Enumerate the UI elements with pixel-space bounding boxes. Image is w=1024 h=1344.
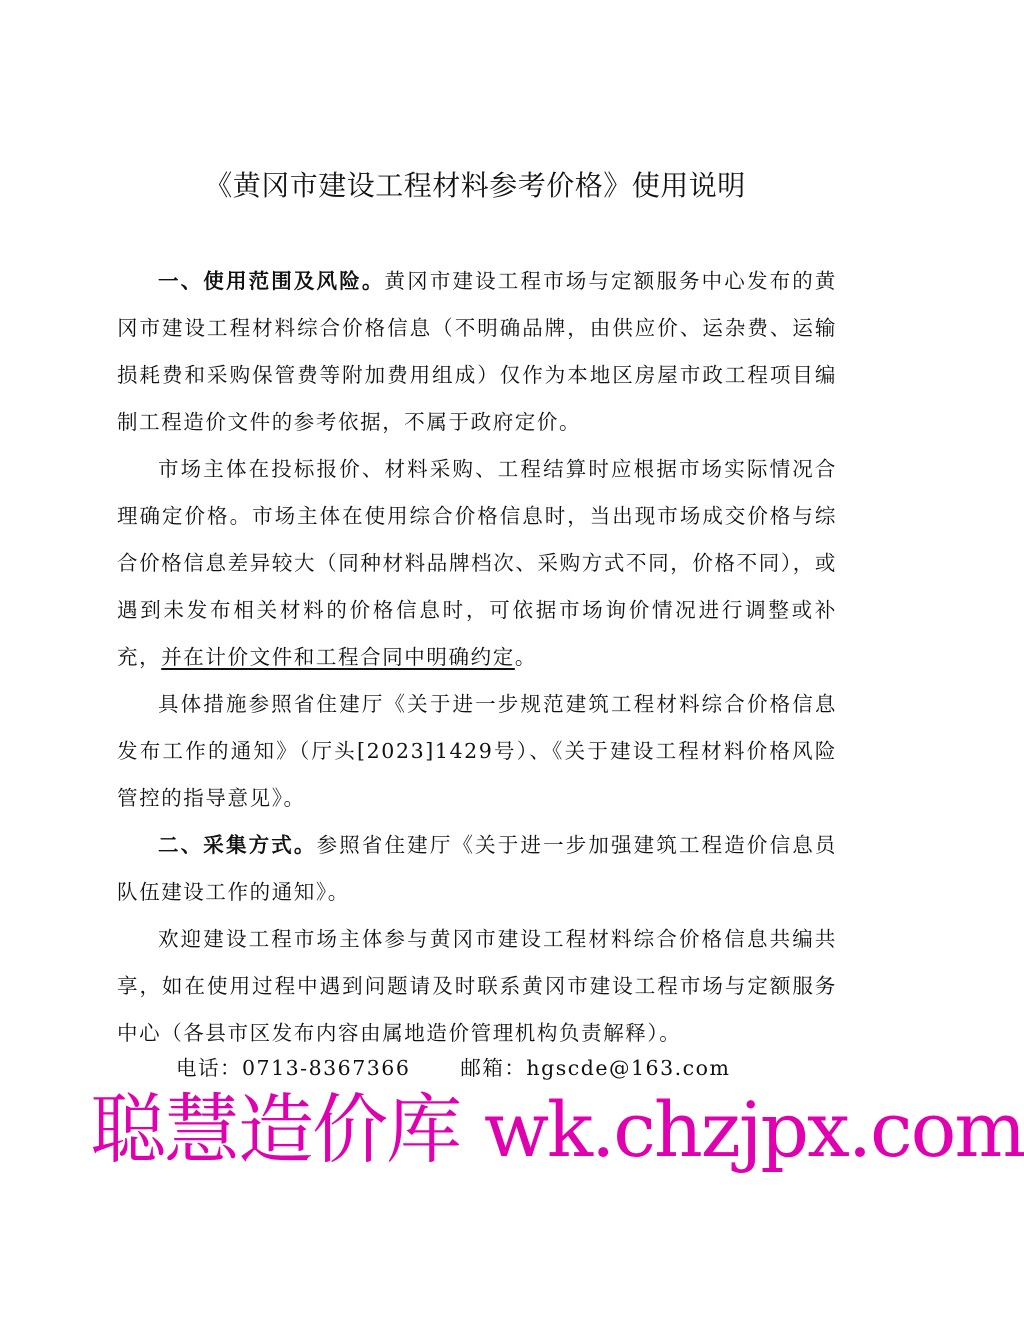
paragraph-2-end: 。 (514, 645, 537, 669)
phone-number: 0713-8367366 (242, 1056, 411, 1080)
section-2-heading: 二、采集方式。 (158, 833, 317, 857)
email-address: hgscde@163.com (526, 1056, 731, 1080)
contact-line (176, 1051, 730, 1081)
document-title: 《黄冈市建设工程材料参考价格》使用说明 (204, 169, 746, 202)
email-label: 邮箱： (460, 1056, 527, 1080)
paragraph-3: 具体措施参照省住建厅《关于进一步规范建筑工程材料综合价格信息发布工作的通知》（厅头[2023]1429号）、《关于建设工程材料价格风险管控的指导意见》。 (117, 692, 837, 810)
paragraph-2-underlined: 并在计价文件和工程合同中明确约定 (161, 645, 515, 669)
section-1-text: 黄冈市建设工程市场与定额服务中心发布的黄冈市建设工程材料综合价格信息（不明确品牌，由供应价、运杂费、运输损耗费和采购保管费等附加费用组成）仅作为本地区房屋市政工程项目编制工程造价文件的参考依据，不属于政府定价。 (117, 269, 838, 434)
watermark-name: 聪慧造价库 (90, 1085, 460, 1174)
watermark-url: wk.chzjpx.com (484, 1085, 1024, 1174)
document-body (117, 258, 837, 1057)
phone-label: 电话： (176, 1056, 242, 1080)
paragraph-2-text: 市场主体在投标报价、材料采购、工程结算时应根据市场实际情况合理确定价格。市场主体在使用综合价格信息时，当出现市场成交价格与综合价格信息差异较大（同种材料品牌档次、采购方式不同，价格不同），或遇到未发布相关材料的价格信息时，可依据市场询价情况进行调整或补充， (117, 457, 837, 669)
watermark (90, 1085, 1024, 1175)
section-1-paragraph (117, 258, 837, 446)
section-2-text: 参照省住建厅《关于进一步加强建筑工程造价信息员队伍建设工作的通知》。 (117, 833, 837, 904)
section-1-heading: 一、使用范围及风险。 (158, 269, 385, 293)
paragraph-5: 欢迎建设工程市场主体参与黄冈市建设工程材料综合价格信息共编共享，如在使用过程中遇到问题请及时联系黄冈市建设工程市场与定额服务中心（各县市区发布内容由属地造价管理机构负责解释）。 (117, 927, 837, 1045)
section-2-paragraph (117, 822, 837, 916)
paragraph-2 (117, 446, 837, 681)
